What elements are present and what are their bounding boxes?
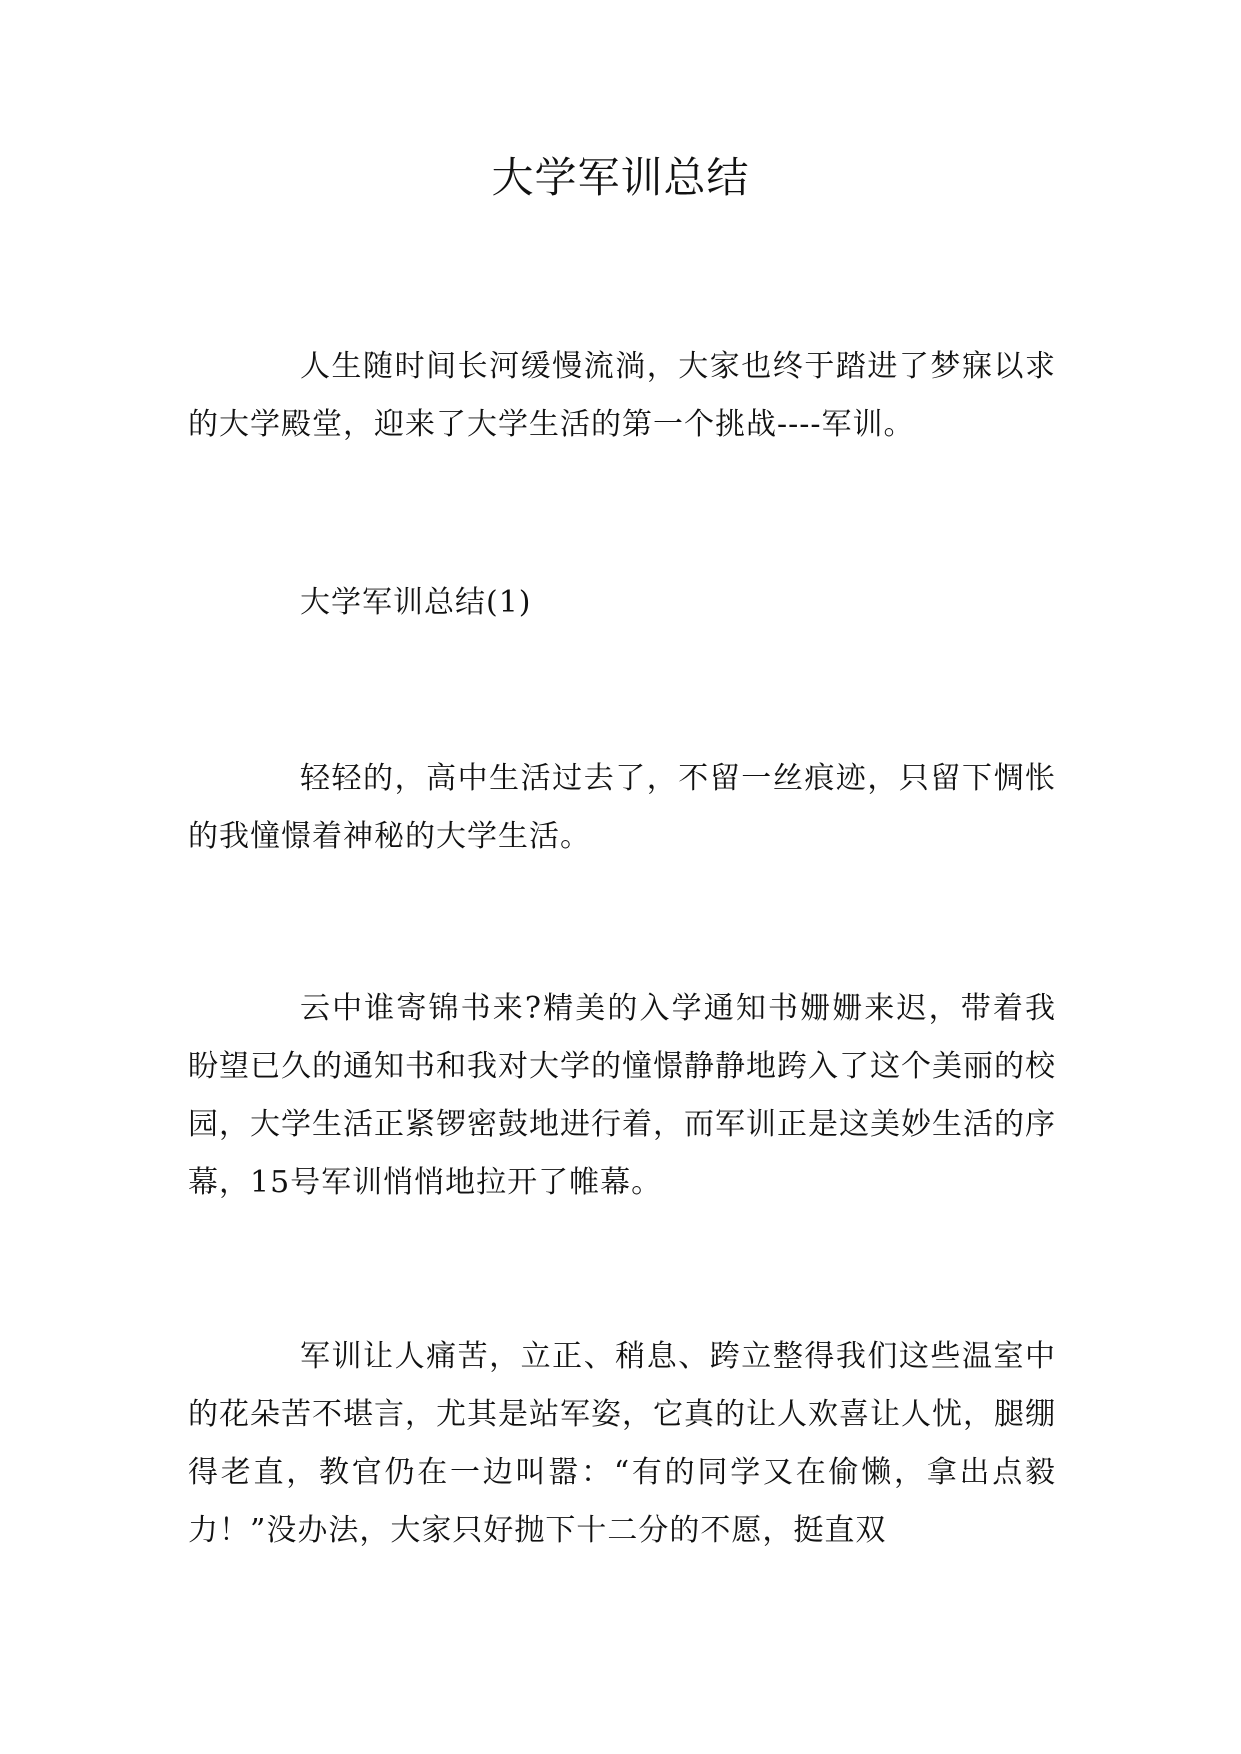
document-title: 大学军训总结 <box>491 153 750 202</box>
paragraph-intro: 人生随时间长河缓慢流淌，大家也终于踏进了梦寐以求的大学殿堂，迎来了大学生活的第一个挑战----军训。 <box>188 349 1056 442</box>
paragraph: 轻轻的，高中生活过去了，不留一丝痕迹，只留下惆怅的我憧憬着神秘的大学生活。 <box>188 761 1056 854</box>
paragraph: 军训让人痛苦，立正、稍息、跨立整得我们这些温室中的花朵苦不堪言，尤其是站军姿，它真的让人欢喜让人忧，腿绷得老直，教官仍在一边叫嚣：“有的同学又在偷懒，拿出点毅力！”没办法，大家只好抛下十二分的不愿，挺直双 <box>188 1339 1056 1548</box>
section-heading: 大学军训总结(1) <box>300 585 532 620</box>
paragraph: 云中谁寄锦书来?精美的入学通知书姗姗来迟，带着我盼望已久的通知书和我对大学的憧憬静静地跨入了这个美丽的校园，大学生活正紧锣密鼓地进行着，而军训正是这美妙生活的序幕，15号军训悄悄地拉开了帷幕。 <box>188 991 1056 1200</box>
